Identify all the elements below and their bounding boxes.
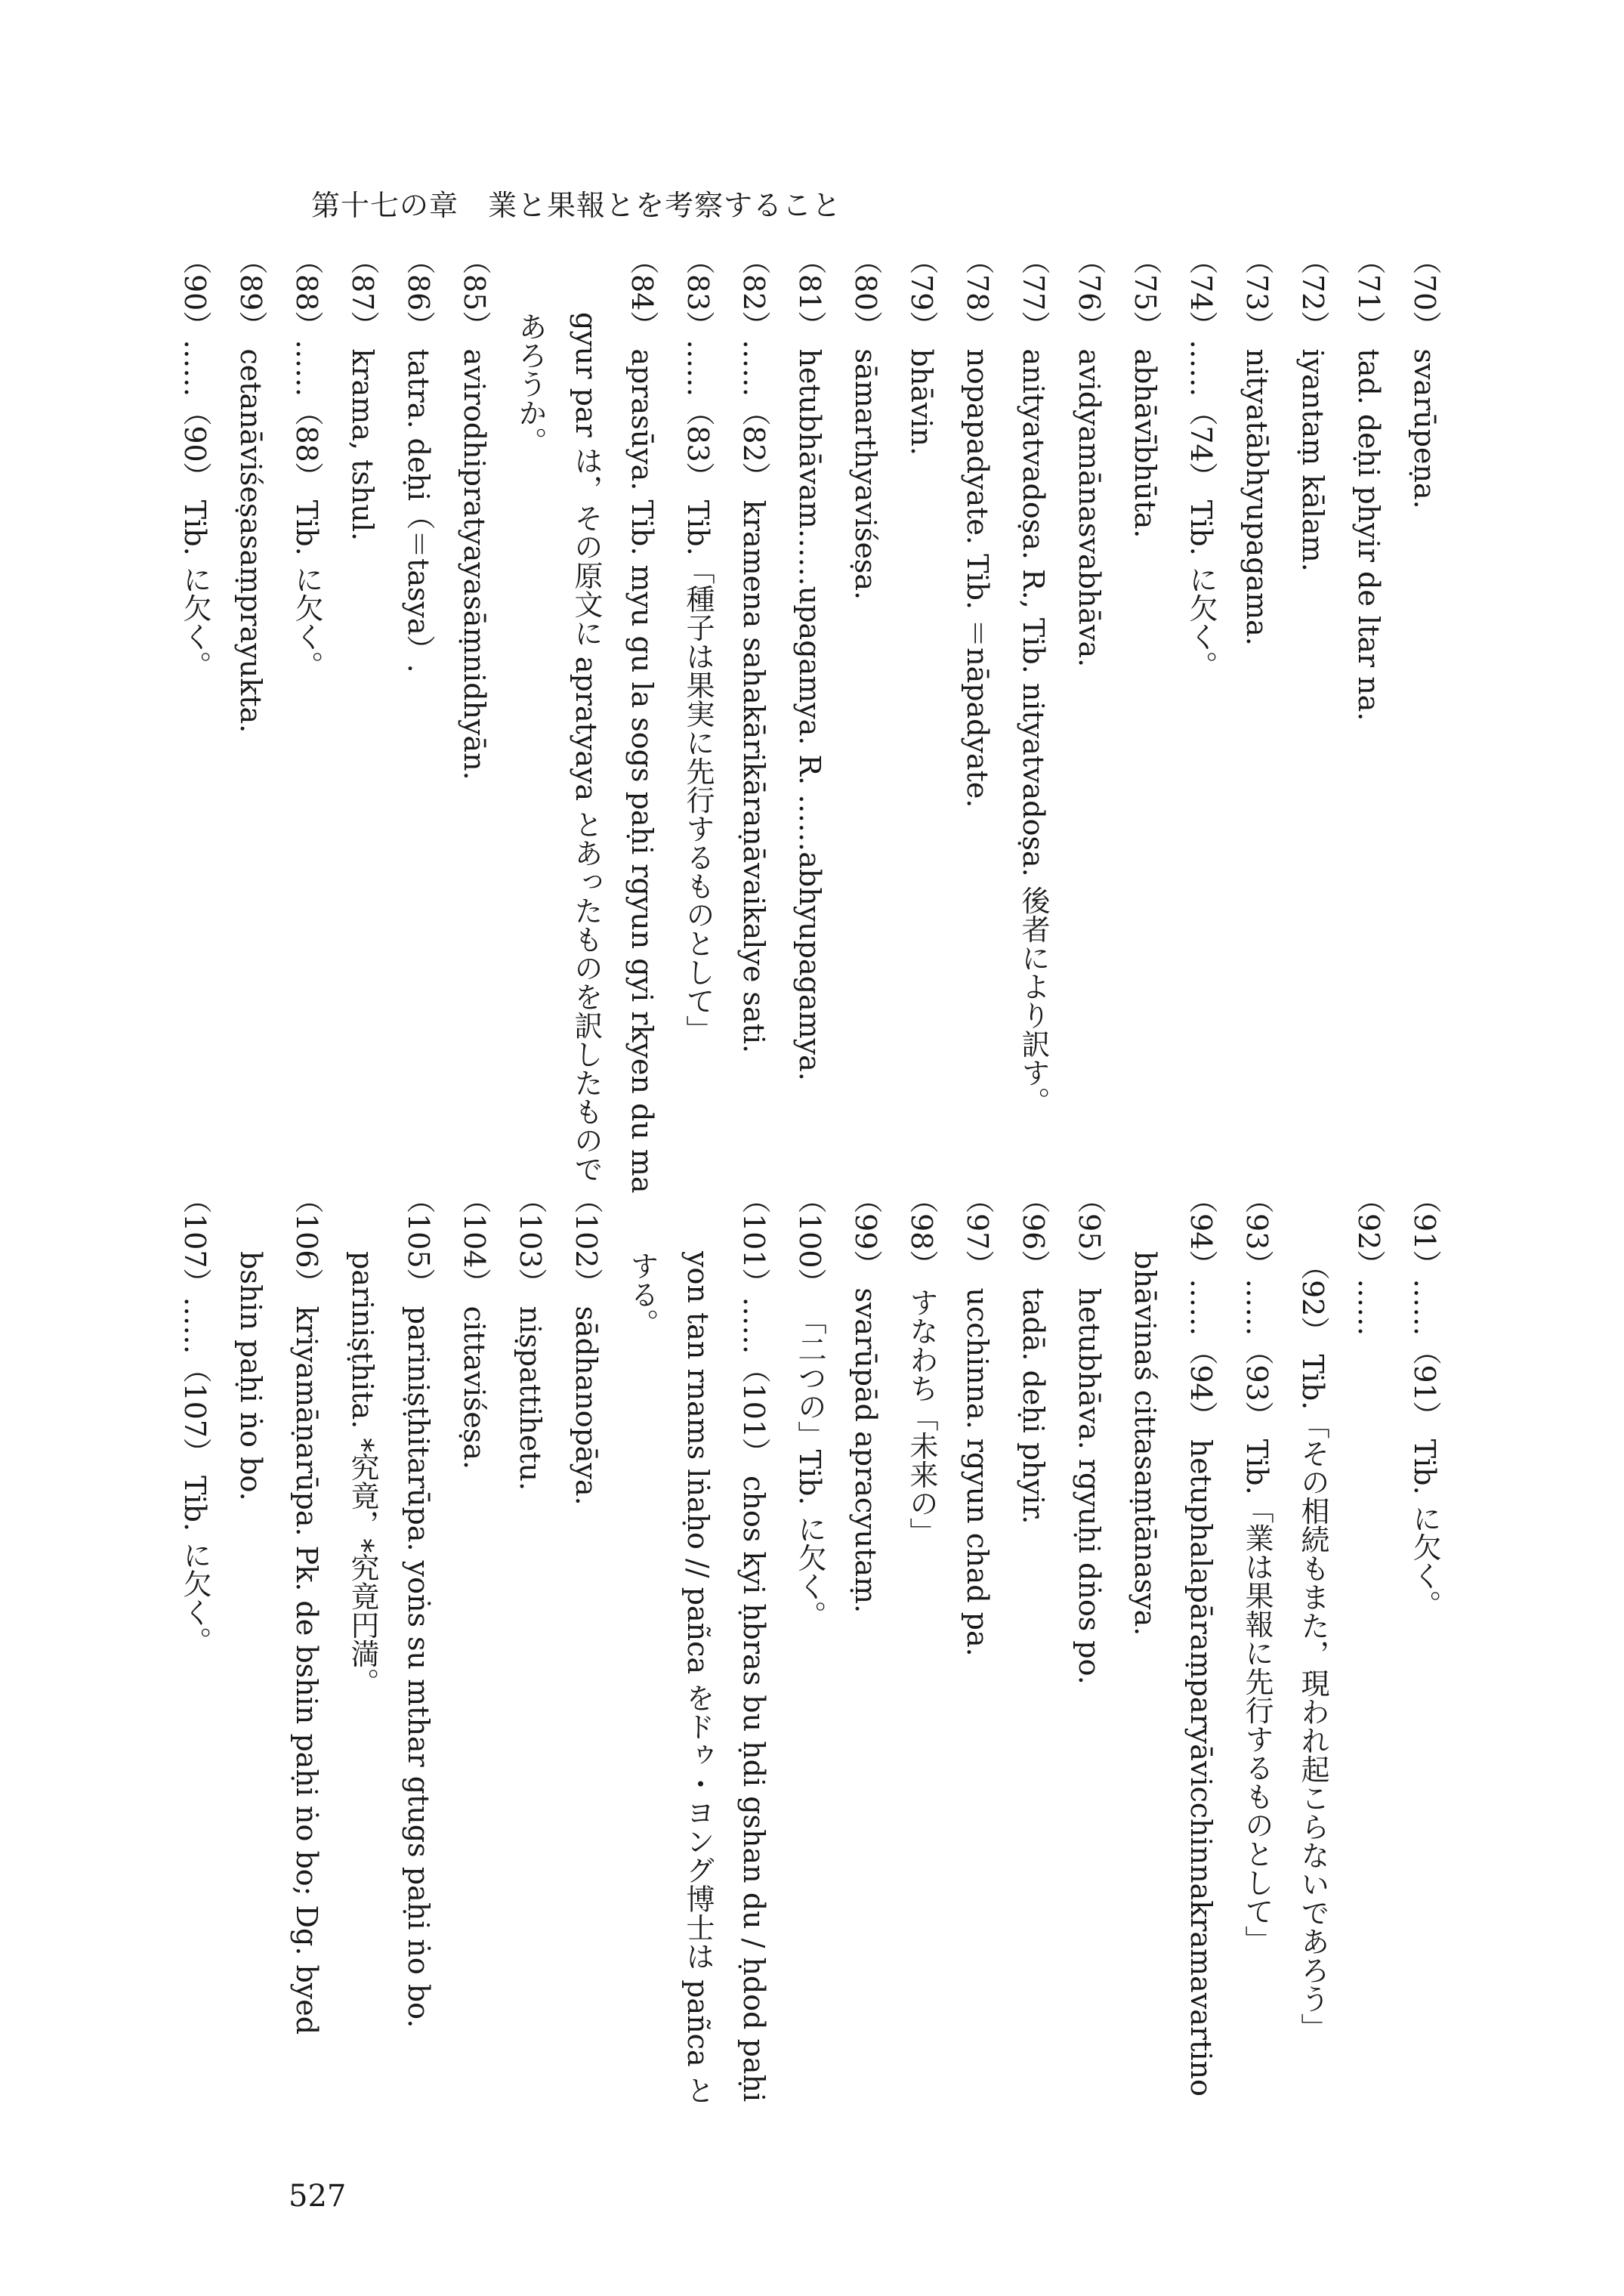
footnote-text: bhāvin. — [905, 339, 938, 456]
footnote-number: （81） — [793, 246, 826, 340]
footnote-text: iyantaṃ kālam. — [1296, 339, 1329, 572]
footnote-number: （84） — [625, 246, 659, 340]
footnote-text: aprasūya. Tib. myu gu la sogs paḥi rgyun gyi rkyen du ma gyur par は，その原文に apratyaya とあったものを訳したものであろうか。 — [514, 312, 659, 1203]
footnote-text: cetanāviśeṣasaṃprayukta. — [234, 339, 267, 734]
lower-notes-block — [178, 1185, 1453, 2114]
footnote-number: （82）……（82） — [737, 246, 770, 491]
footnote-number: （92）……（92） — [1296, 1185, 1385, 1346]
footnote — [782, 1185, 838, 2114]
footnote — [894, 246, 949, 1194]
footnote — [558, 1185, 614, 2114]
footnote-text: Tib.「業は果報に先行するものとして」 — [1240, 1429, 1274, 1955]
footnote — [614, 1185, 782, 2114]
footnote-number: （98） — [905, 1185, 938, 1279]
footnote-number: （102） — [570, 1185, 603, 1297]
footnote — [167, 246, 223, 1194]
footnote-number: （75） — [1128, 246, 1162, 340]
footnote — [335, 246, 391, 1194]
footnote-text: 「二つの」Tib. に欠く。 — [793, 1296, 826, 1630]
footnote-number: （97） — [961, 1185, 994, 1279]
footnote-number: （94）……（94） — [1184, 1185, 1218, 1430]
footnote-number: （91）……（91） — [1408, 1185, 1441, 1430]
footnote-text: abhāvībhūta. — [1128, 339, 1162, 539]
footnote — [1285, 246, 1341, 1194]
footnote-text: sāmarthyaviśeṣa. — [849, 339, 882, 601]
footnote-text: Tib. に欠く。 — [290, 490, 323, 680]
footnote — [391, 246, 446, 1194]
footnote — [1229, 246, 1285, 1194]
footnote-text: avidyamānasvabhāva. — [1073, 339, 1106, 668]
footnote — [1005, 1185, 1061, 2114]
footnote-text: Tib. に欠く。 — [1184, 490, 1218, 680]
footnote-text: Tib. に欠く。 — [178, 1466, 211, 1656]
footnote-text: pariniṣṭhitarūpa. yoṅs su mthar gtugs paḥi ṅo bo. pariniṣṭhita. *究竟，*究竟円満。 — [346, 1251, 435, 2038]
footnote-number: （71） — [1352, 246, 1385, 340]
footnote — [1285, 1185, 1397, 2114]
footnote — [949, 1185, 1005, 2114]
footnote-number: （77） — [1017, 246, 1050, 340]
footnote-number: （89） — [234, 246, 267, 340]
footnote — [279, 246, 335, 1194]
footnote-number: （87） — [346, 246, 379, 340]
footnote-text: krama, tshul. — [346, 339, 379, 542]
footnote-text: tatra. deḥi（＝tasya）. — [402, 339, 435, 673]
footnote — [1005, 246, 1061, 1194]
footnote — [1117, 246, 1173, 1194]
footnote-number: （99） — [849, 1185, 882, 1279]
footnote — [446, 246, 502, 1194]
footnote-number: （86） — [402, 246, 435, 340]
footnote-number: （72） — [1296, 246, 1329, 340]
footnote-text: hetubhāvam……upagamya. R. ……abhyupagamya. — [793, 339, 826, 1081]
footnote-number: （85） — [458, 246, 491, 340]
footnote-text: cittaviśeṣa. — [458, 1296, 491, 1470]
footnote-text: tad. deḥi phyir de ltar na. — [1352, 339, 1385, 722]
footnote — [1397, 246, 1453, 1194]
footnote-text: hetubhāva. rgyuḥi dṅos po. — [1073, 1278, 1106, 1685]
footnote-number: （95） — [1073, 1185, 1106, 1279]
footnote-text: すなわち「未来の」 — [905, 1278, 938, 1547]
footnote — [1397, 1185, 1453, 2114]
footnote-text: kriyamāṇarūpa. Pk. de bshin paḥi ṅo bo; Dg. byed bshin paḥi ṅo bo. — [234, 1251, 323, 2044]
footnote-text: Tib. に欠く。 — [1408, 1429, 1441, 1619]
footnote-number: （100） — [793, 1185, 826, 1297]
footnote-number: （80） — [849, 246, 882, 340]
footnote — [1173, 246, 1229, 1194]
footnote — [167, 1185, 223, 2114]
footnote — [1341, 246, 1397, 1194]
footnote-text: sādhanopāya. — [570, 1296, 603, 1506]
footnote-number: （93）……（93） — [1240, 1185, 1274, 1430]
footnote-number: （78） — [961, 246, 994, 340]
footnote-number: （74）……（74） — [1184, 246, 1218, 491]
page-number: 527 — [289, 2179, 347, 2214]
footnote-number: （105） — [402, 1185, 435, 1297]
footnote-number: （70） — [1408, 246, 1441, 340]
footnote-text: chos kyi ḥbras bu ḥdi gshan du / ḥdod paḥi yon tan rnams lṅaḥo // pañca をドゥ・ヨング博士は pañca とする。 — [625, 1251, 770, 2112]
chapter-header: 第十七の章 業と果報とを考察すること — [311, 189, 842, 222]
footnote-number: （103） — [514, 1185, 547, 1297]
footnote-text: ucchinna. rgyun chad pa. — [961, 1278, 994, 1657]
footnote-text: svarūpād apracyutaṃ. — [849, 1278, 882, 1614]
footnote — [335, 1185, 446, 2114]
footnote-text: tadā. deḥi phyir. — [1017, 1278, 1050, 1525]
footnote — [446, 1185, 502, 2114]
footnote — [949, 246, 1005, 1194]
footnote — [223, 1185, 335, 2114]
footnote-text: Tib.「種子は果実に先行するものとして」 — [681, 490, 715, 1044]
footnote-number: （79） — [905, 246, 938, 340]
upper-notes-block — [178, 246, 1453, 1203]
footnote-number: （73） — [1240, 246, 1274, 340]
footnote — [782, 246, 838, 1194]
footnote-number: （106） — [290, 1185, 323, 1297]
footnote-number: （90）……（90） — [178, 246, 211, 491]
footnote — [838, 246, 894, 1194]
footnote-text: avirodhipratyayasāṃnidhyān. — [458, 339, 491, 780]
footnote-text: Tib. に欠く。 — [178, 490, 211, 680]
footnote — [1229, 1185, 1285, 2114]
footnote-text: svarūpeṇa. — [1408, 339, 1441, 509]
footnote-number: （88）……（88） — [290, 246, 323, 491]
footnote — [894, 1185, 949, 2114]
footnote — [223, 246, 279, 1194]
footnote-number: （104） — [458, 1185, 491, 1297]
footnote — [670, 246, 726, 1194]
footnote-text: anityatvadoṣa. R., Tib. nityatvadoṣa. 後者により訳す。 — [1017, 339, 1050, 1116]
footnote-number: （83）……（83） — [681, 246, 715, 491]
footnote — [1117, 1185, 1229, 2114]
footnote — [1061, 1185, 1117, 2114]
footnote-text: niṣpattihetu. — [514, 1296, 547, 1491]
footnote-number: （107）……（107） — [178, 1185, 211, 1467]
footnote — [726, 246, 782, 1194]
footnote-number: （101）……（101） — [737, 1185, 770, 1467]
footnote — [502, 246, 670, 1203]
footnote — [1061, 246, 1117, 1194]
footnote-text: nityatābhyupagama. — [1240, 339, 1274, 646]
footnote — [838, 1185, 894, 2114]
footnote-text: hetuphalapāraṃparyāvicchinnakramavartino bhāvinaś cittasaṃtānasya. — [1128, 1251, 1218, 2106]
footnote-number: （76） — [1073, 246, 1106, 340]
footnote-number: （96） — [1017, 1185, 1050, 1279]
footnote-text: nopapadyate. Tib. ＝nāpadyate. — [961, 339, 994, 808]
footnote-text: kramena sahakārikāraṇāvaikalye sati. — [737, 490, 770, 1054]
footnote-text: Tib.「その相続もまた，現われ起こらないであろう」 — [1296, 1345, 1329, 2042]
footnote — [502, 1185, 558, 2114]
